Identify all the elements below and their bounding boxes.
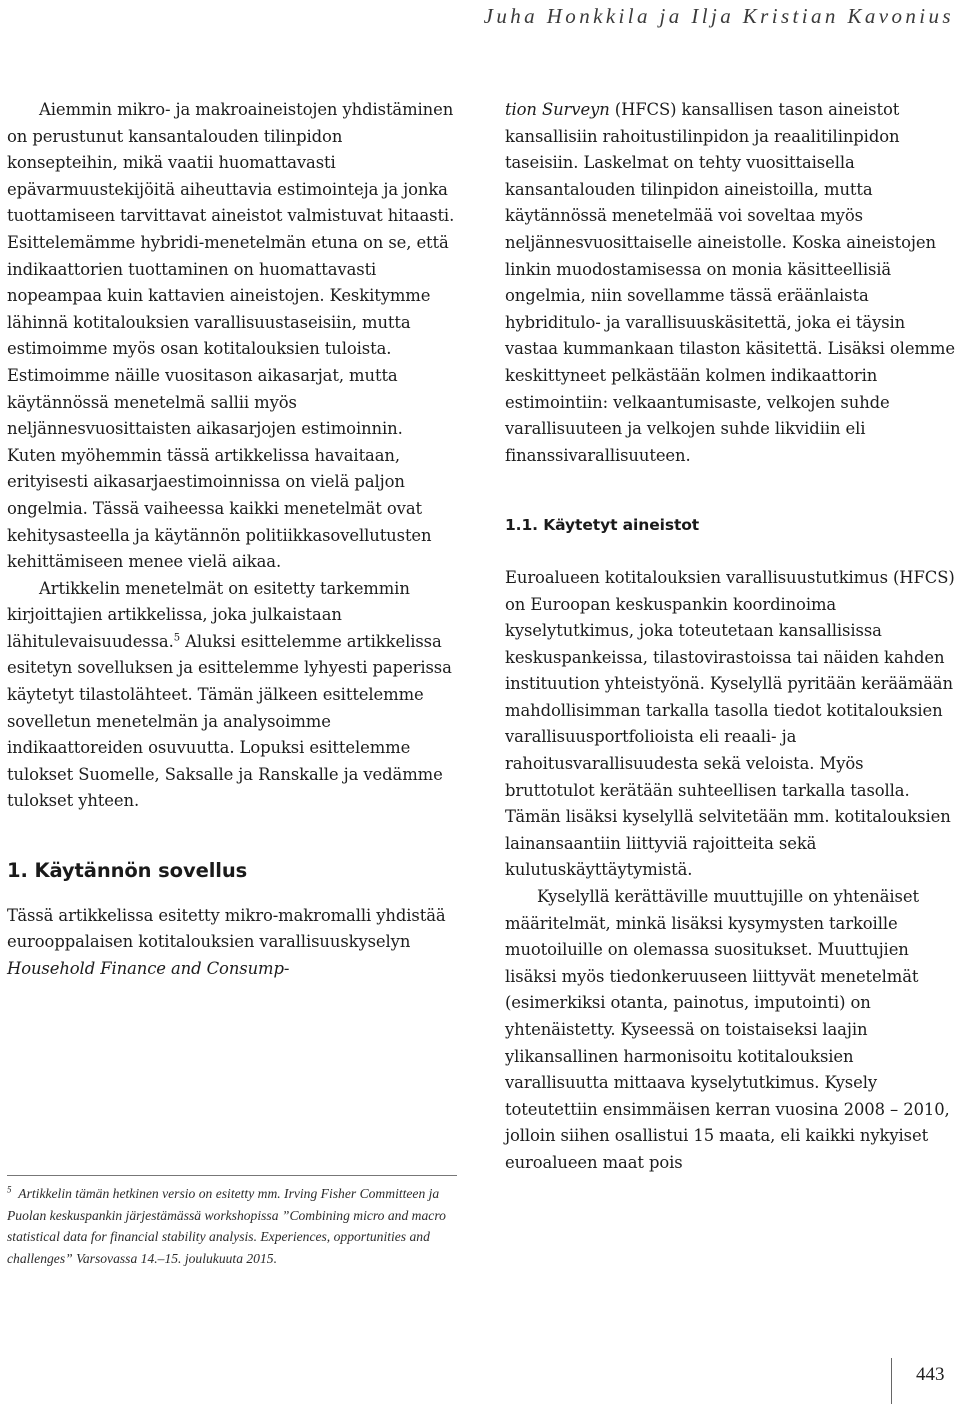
left-column	[7, 97, 455, 982]
paragraph-text: Tässä artikkelissa esitetty mikro-makromalli yhdistää eurooppalaisen kotitalouksien varallisuuskyselyn	[7, 905, 446, 952]
running-header: Juha Honkkila ja Ilja Kristian Kavonius	[483, 4, 954, 28]
paragraph-text: Aluksi esittelemme artikkelissa esitetyn sovelluksen ja esittelemme lyhyesti paperissa käytetyt tilastolähteet. Tämän jälkeen esittelemme sovelletun menetelmän ja analysoimme indikaattoreiden osuvuutta. Lopuksi esittelemme tulokset Suomelle, Saksalle ja Ranskalle ja vedämme tulokset yhteen.	[7, 631, 452, 811]
paragraph: Kyselyllä kerättäville muuttujille on yhtenäiset määritelmät, minkä lisäksi kysymysten tarkoille muotoiluille on olemassa suositukset. Muuttujien lisäksi myös tiedonkeruuseen liittyvät menetelmät (esimerkiksi otanta, painotus, imputointi) on yhtenäistetty. Kyseessä on toistaiseksi laajin ylikansallinen harmonisoitu kotitalouksien varallisuutta mittaava kyselytutkimus. Kysely toteutettiin ensimmäisen kerran vuosina 2008 – 2010, jolloin siihen osallistui 15 maata, eli kaikki nykyiset euroalueen maat pois	[505, 887, 950, 1172]
page-number: 443	[916, 1364, 945, 1385]
page-number-divider	[891, 1358, 892, 1404]
footnote-divider	[7, 1175, 457, 1176]
right-column	[505, 97, 955, 1177]
paragraph	[7, 903, 455, 983]
footnote-text: Artikkelin tämän hetkinen versio on esitetty mm. Irving Fisher Committeen ja Puolan keskuspankin järjestämässä workshopissa ”Combining micro and macro statistical data for financial stability analysis. Experiences, opportunities and challenges” Varsovassa 14.–15. joulukuuta 2015.	[7, 1186, 446, 1266]
subsection-heading: 1.1. Käytetyt aineistot	[505, 516, 700, 535]
survey-title-italic: tion Surveyn	[505, 100, 610, 119]
paragraph-text: (HFCS) kansallisen tason aineistot kansallisiin rahoitustilinpidon ja reaalitilinpidon taseisiin. Laskelmat on tehty vuosittaisella kansantalouden tilinpidon aineistoilla, mutta käytännössä menetelmää voi soveltaa myös neljännesvuosittaiselle aineistolle. Koska aineistojen linkin muodostamisessa on monia käsitteellisiä ongelmia, niin sovellamme tässä eräänlaista hybriditulo- ja varallisuuskäsitettä, joka ei täysin vastaa kummankaan tilaston käsitettä. Lisäksi olemme keskittyneet pelkästään kolmen indikaattorin estimointiin: velkaantumisaste, velkojen suhde varallisuuteen ja velkojen suhde likvidiin eli finanssivarallisuuteen.	[505, 100, 955, 465]
footnote-reference[interactable]: 5	[173, 632, 180, 644]
paragraph	[7, 576, 455, 815]
survey-title-italic: Household Finance and Consump-	[7, 958, 290, 978]
footnote-number: 5	[7, 1184, 12, 1195]
paragraph: Euroalueen kotitalouksien varallisuustutkimus (HFCS) on Euroopan keskuspankin koordinoima kyselytutkimus, joka toteutetaan kansallisissa keskuspankeissa, tilastovirastoissa tai näiden kahden instituution yhteistyönä. Kyselyllä pyritään keräämään mahdollisimman tarkalla tasolla tiedot kotitalouksien varallisuusportfolioista eli reaali- ja rahoitusvarallisuudesta sekä veloista. Myös bruttotulot kerätään suhteellisen tarkalla tasolla. Tämän lisäksi kyselyllä selvitetään mm. kotitalouksien lainansaantiin liittyviä rajoitteita sekä kulutuskäyttäytymistä.	[505, 567, 955, 880]
section-heading: 1. Käytännön sovellus	[7, 859, 248, 883]
paragraph-text: Artikkelin menetelmät on esitetty tarkemmin kirjoittajien artikkelissa, joka julkaistaan lähitulevaisuudessa.	[7, 578, 410, 651]
paragraph	[505, 97, 955, 469]
paragraph: Aiemmin mikro- ja makroaineistojen yhdistäminen on perustunut kansantalouden tilinpidon konsepteihin, mikä vaatii huomattavasti epävarmuustekijöitä aiheuttavia estimointeja ja jonka tuottamiseen tarvittavat aineistot valmistuvat hitaasti. Esittelemämme hybridi-menetelmän etuna on se, että indikaattorien tuottaminen on huomattavasti nopeampaa kuin kattavien aineistojen. Keskitymme lähinnä kotitalouksien varallisuustaseisiin, mutta estimoimme myös osan kotitalouksien tuloista. Estimoimme näille vuositason aikasarjat, mutta käytännössä menetelmä sallii myös neljännesvuosittaisten aikasarjojen estimoinnin. Kuten myöhemmin tässä artikkelissa havaitaan, erityisesti aikasarjaestimoinnissa on vielä paljon ongelmia. Tässä vaiheessa kaikki menetelmät ovat kehitysasteella ja käytännön politiikkasovellutusten kehittämiseen menee vielä aikaa.	[7, 100, 455, 572]
footnote	[7, 1183, 457, 1269]
